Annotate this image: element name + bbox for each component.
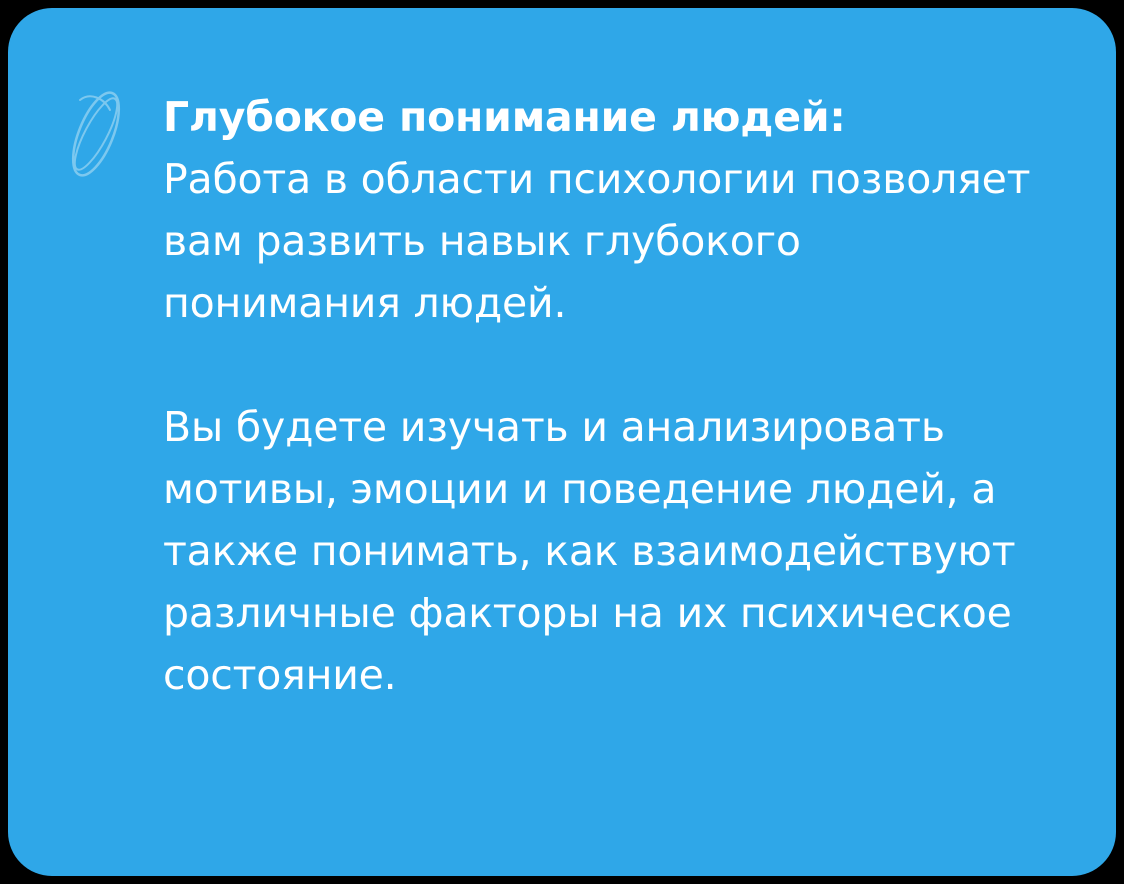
paragraph-first: [163, 86, 1043, 334]
paragraph-1-text: Работа в области психологии позволяет вам развить навык глубокого понимания людей.: [163, 155, 1031, 327]
pen-nib-scribble-icon: [60, 84, 132, 184]
info-card: [8, 8, 1116, 876]
heading-text: Глубокое понимание людей:: [163, 93, 846, 141]
card-text-content: [163, 86, 1043, 706]
paragraph-second: Вы будете изучать и анализировать мотивы, эмоции и поведение людей, а также понимать, как взаимодействуют различные факторы на их психическое состояние.: [163, 403, 1016, 699]
